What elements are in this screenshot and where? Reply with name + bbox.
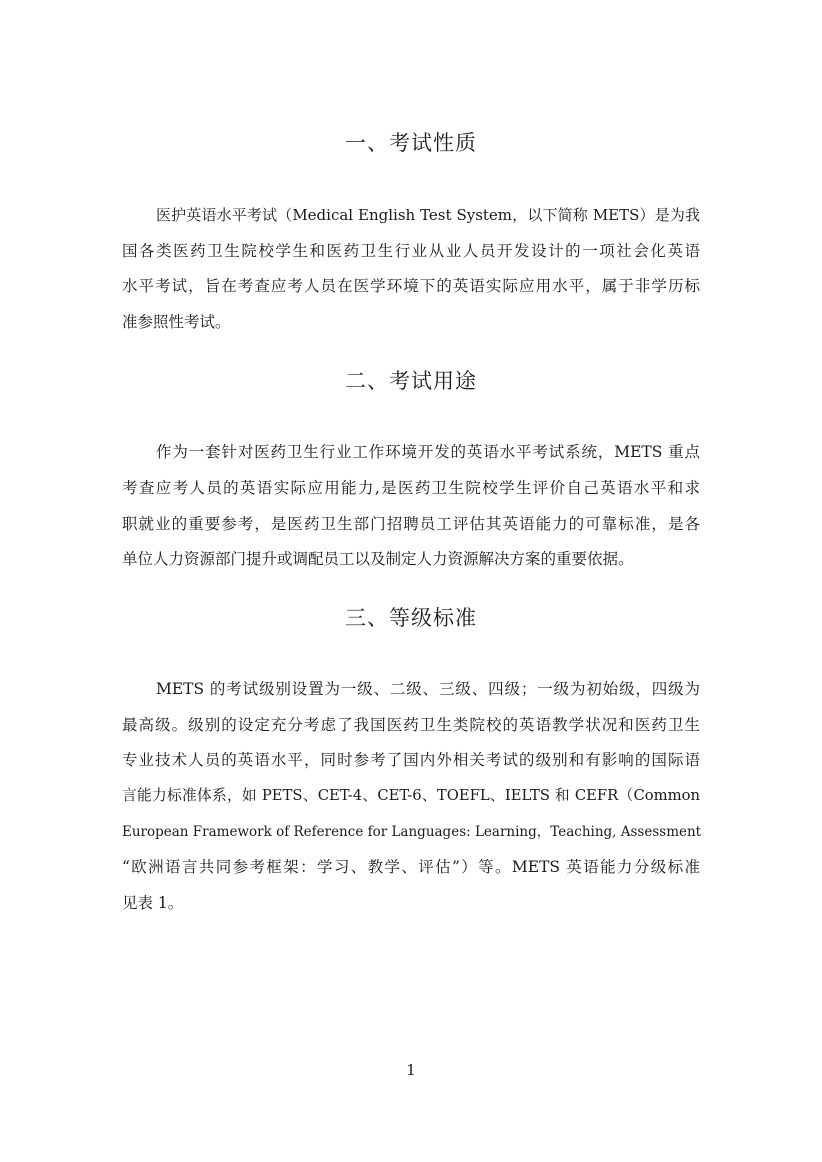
paragraph-line: 考查应考人员的英语实际应用能力,是医药卫生院校学生评价自己英语水平和求 xyxy=(122,479,700,497)
paragraph-line: 最高级。级别的设定充分考虑了我国医药卫生类院校的英语教学状况和医药卫生 xyxy=(122,716,700,734)
paragraph-line: 专业技术人员的英语水平，同时参考了国内外相关考试的级别和有影响的国际语 xyxy=(122,751,700,769)
paragraph-line: 医护英语水平考试（Medical English Test System，以下简称 METS）是为我 xyxy=(156,206,700,224)
paragraph-line: 言能力标准体系，如 PETS、CET-4、CET-6、TOEFL、IELTS 和 CEFR（Common xyxy=(122,787,700,804)
section-heading-purpose: 二、考试用途 xyxy=(345,369,477,393)
paragraph-line: “欧洲语言共同参考框架：学习、教学、评估”）等。METS 英语能力分级标准 xyxy=(122,858,700,876)
paragraph-line: 水平考试，旨在考查应考人员在医学环境下的英语实际应用水平，属于非学历标 xyxy=(122,277,700,295)
paragraph-line: 作为一套针对医药卫生行业工作环境开发的英语水平考试系统，METS 重点 xyxy=(156,443,700,461)
paragraph-line: 单位人力资源部门提升或调配员工以及制定人力资源解决方案的重要依据。 xyxy=(122,550,634,568)
paragraph-line: 见表 1。 xyxy=(122,894,184,912)
page-number: 1 xyxy=(406,1061,416,1079)
section-heading-levels: 三、等级标准 xyxy=(345,606,477,630)
paragraph-line: 准参照性考试。 xyxy=(122,313,231,331)
section-heading-nature: 一、考试性质 xyxy=(345,131,477,155)
paragraph-line: 职就业的重要参考，是医药卫生部门招聘员工评估其英语能力的可靠标准，是各 xyxy=(122,515,700,533)
paragraph-line: 国各类医药卫生院校学生和医药卫生行业从业人员开发设计的一项社会化英语 xyxy=(122,242,700,260)
paragraph-line: METS 的考试级别设置为一级、二级、三级、四级；一级为初始级，四级为 xyxy=(156,680,700,698)
paragraph-line: European Framework of Reference for Languages: Learning，Teaching, Assessment xyxy=(122,824,702,840)
